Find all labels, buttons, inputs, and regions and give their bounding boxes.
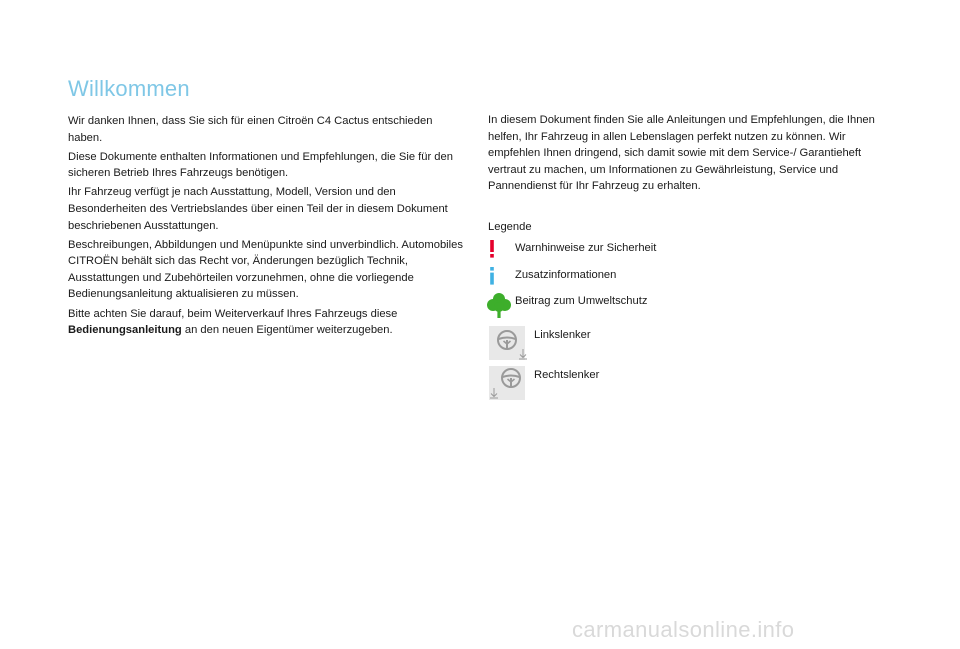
intro-column-left [68,113,468,341]
arrow-down-icon [489,387,499,399]
paragraph-equipment: Ihr Fahrzeug verfügt je nach Ausstattung, Modell, Version und den Besonderheiten des Vertriebslandes über einen Teil der in diesem Dokument beschriebenen Ausstattungen. [68,186,448,232]
arrow-down-icon [518,348,528,360]
tree-icon [487,292,511,318]
legend-item-right-hand-drive: Rechtslenker [534,369,600,381]
page-title: Willkommen [68,76,190,101]
resale-text-bold: Bedienungsanleitung [68,324,182,337]
legend-item-warning: Warnhinweise zur Sicherheit [515,242,657,254]
intro-column-right [488,112,888,195]
info-icon [488,267,496,285]
paragraph-resale [68,306,468,339]
paragraph-thanks: Wir danken Ihnen, dass Sie sich für einen Citroën C4 Cactus entschieden haben. [68,115,433,144]
warning-icon [488,240,496,258]
paragraph-disclaimer: Beschreibungen, Abbildungen und Menüpunkte sind unverbindlich. Automobiles CITROËN behält sich das Recht vor, Änderungen bezüglich Technik, Ausstattungen und Zubehörteilen vorzunehmen, ohne die vorliegende Bedienungsanleitung aktualisieren zu müssen. [68,238,463,301]
resale-text-after: an den neuen Eigentümer weiterzugeben. [181,324,393,337]
resale-text-before: Bitte achten Sie darauf, beim Weiterverkauf Ihres Fahrzeugs diese [68,307,398,320]
legend-title: Legende [488,221,532,233]
legend-item-left-hand-drive: Linkslenker [534,329,591,341]
paragraph-content: Diese Dokumente enthalten Informationen und Empfehlungen, die Sie für den sicheren Betrieb Ihres Fahrzeugs benötigen. [68,150,453,180]
legend-item-environment: Beitrag zum Umweltschutz [515,295,648,307]
watermark: carmanualsonline.info [572,617,795,642]
paragraph-document-guide: In diesem Dokument finden Sie alle Anleitungen und Empfehlungen, die Ihnen helfen, Ihr Fahrzeug in allen Lebenslagen perfekt nutzen zu können. Wir empfehlen Ihnen dringend, sich damit sowie mit dem Service-/ Garantieheft vertraut zu machen, um Informationen zu Gewährleistung, Service und Pannendienst für Ihr Fahrzeug zu erhalten. [488,114,875,193]
legend-item-info: Zusatzinformationen [515,269,617,281]
